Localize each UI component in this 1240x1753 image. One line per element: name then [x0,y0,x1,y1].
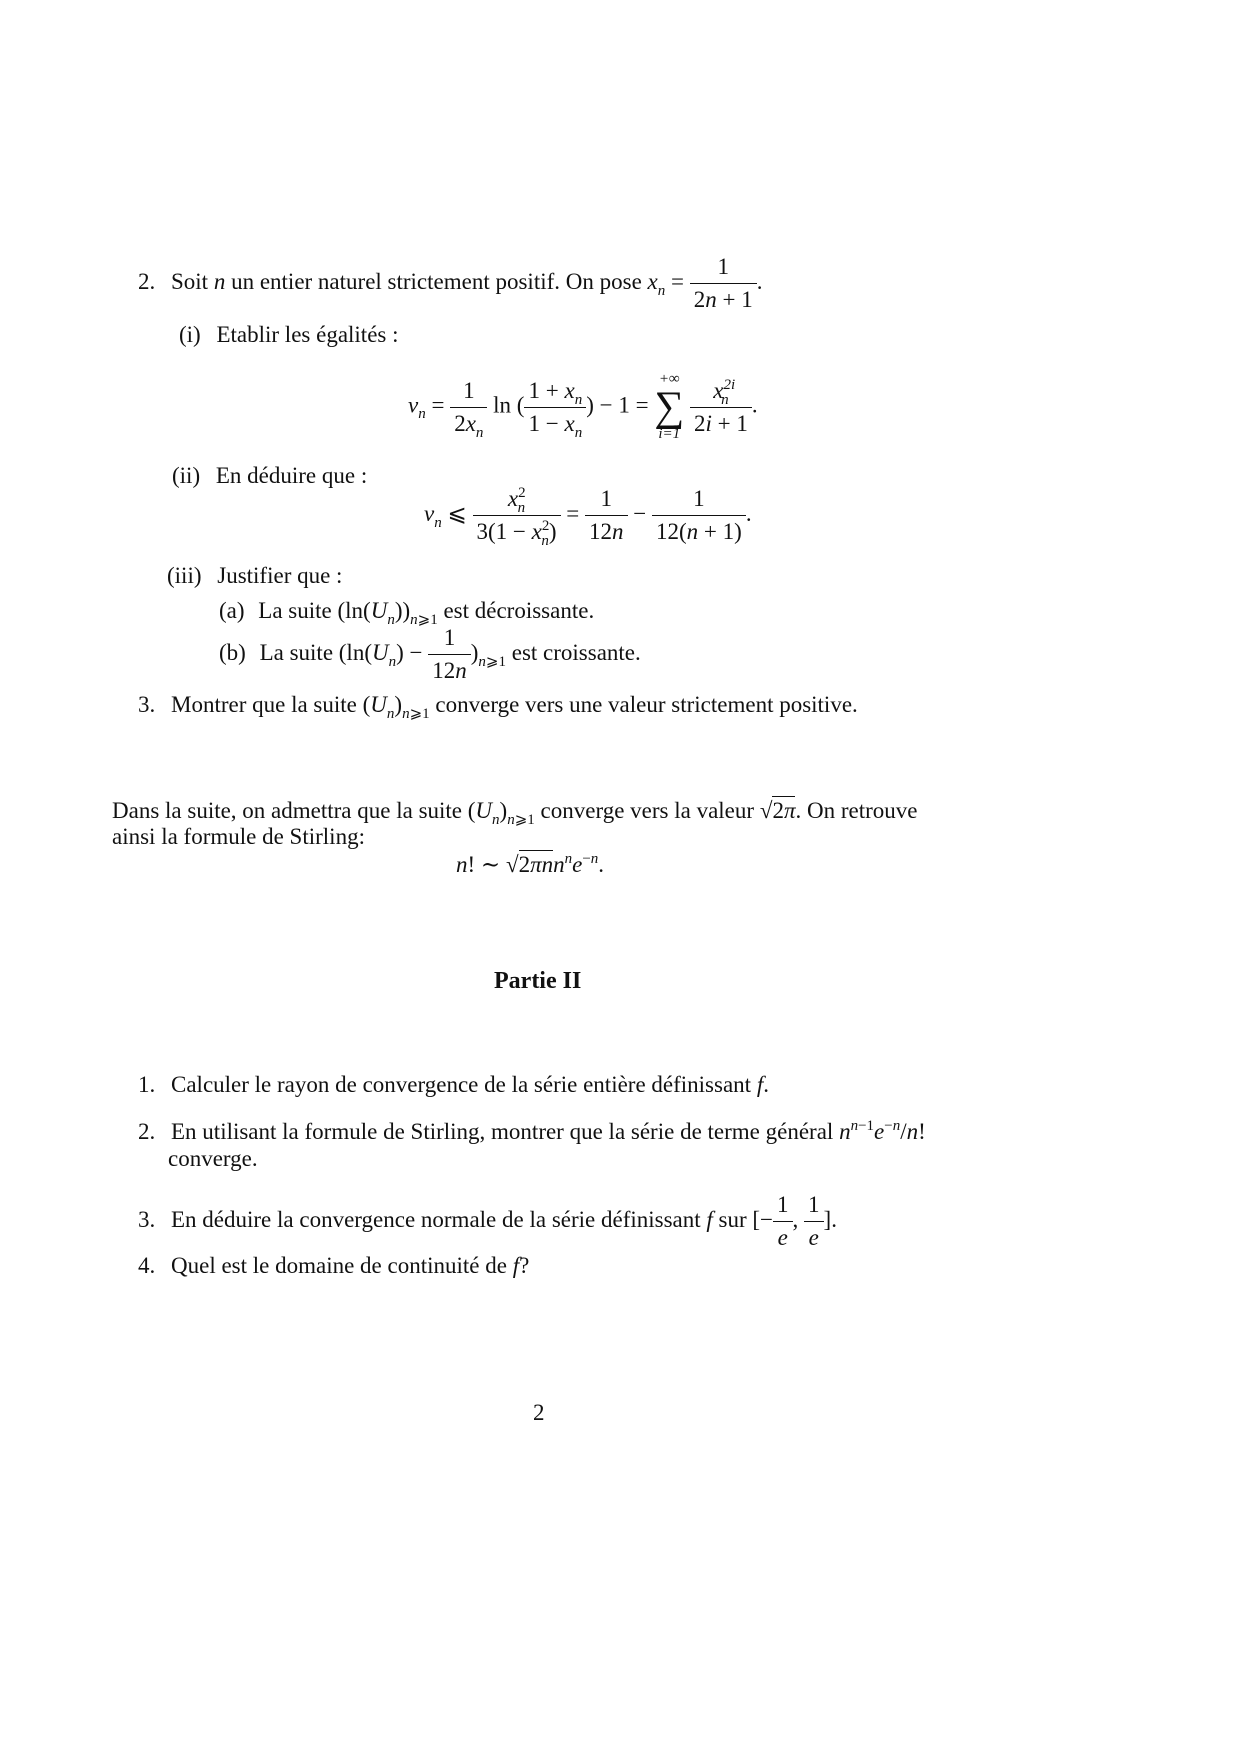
item-label: (iii) [167,563,202,588]
item-text: Etablir les égalités : [216,322,399,347]
question-number: 2. [138,1119,156,1144]
item-text: Justifier que : [217,563,343,588]
page-number: 2 [533,1400,545,1425]
part2-question-2-cont: converge. [168,1146,258,1171]
question-3: 3. Montrer que la suite $(U_n)_{n⩾1}$ converge vers une valeur strictement positive. [138,692,858,722]
question-number: 1. [138,1072,156,1097]
section-title: Partie II [494,968,582,994]
part2-question-4: 4. Quel est le domaine de continuité de f? [138,1253,530,1278]
question-number: 3. [138,692,156,717]
question-2: 2. Soit n un entier naturel strictement positif. On pose $x_n$ = $\frac{1}{2n + 1}$ . [138,254,763,312]
admit-paragraph-line2: ainsi la formule de Stirling: [112,824,365,849]
item-iii [167,563,342,589]
item-text: En déduire que : [215,463,368,488]
part2-question-2: 2. En utilisant la formule de Stirling, montrer que la série de terme général $n^{n-1}e^{-n}/n$! [138,1118,926,1144]
part2-question-1: 1. Calculer le rayon de convergence de la série entière définissant f. [138,1072,769,1097]
item-ii [172,463,367,489]
question-number: 4. [138,1253,156,1278]
question-number: 2. [138,268,156,294]
item-iii-b: (b) La suite ($\ln(U_n)$ − $\frac{1}{12n}$ )$_{n⩾1}$ est croissante. [219,625,641,683]
item-i [179,322,399,348]
item-iii-a: (a) La suite $(\ln(U_n))_{n⩾1}$ est décroissante. [219,598,595,628]
stirling-formula: n! ∼ $√2\pi nn^ne^{-n}$. [456,851,605,877]
item-label: (ii) [172,463,201,488]
formula-equalities: $v_n$ = $\frac{1}{2x_n}$ ln ( $\frac{1 + x_n}{1 - x_n}$ ) − 1 = +∞ ∑ i=1 $\frac{x^{2i}_n}{2i + 1}$ . [408,371,758,442]
admit-paragraph-line1: Dans la suite, on admettra que la suite $(U_n)_{n⩾1}$ converge vers la valeur √2π. On retrouve [112,798,918,828]
formula-inequality: $v_n$ ⩽ $\frac{x^2_n}{3(1 - x^2_n)}$ = $\frac{1}{12n}$ − $\frac{1}{12(n + 1)}$ . [424,485,752,549]
question-number: 3. [138,1206,156,1232]
item-label: (i) [179,322,201,347]
part2-question-3: 3. En déduire la convergence normale de la série définissant f sur [− $\frac{1}{e}$ , $\frac{1}{e}$ ]. [138,1192,837,1250]
